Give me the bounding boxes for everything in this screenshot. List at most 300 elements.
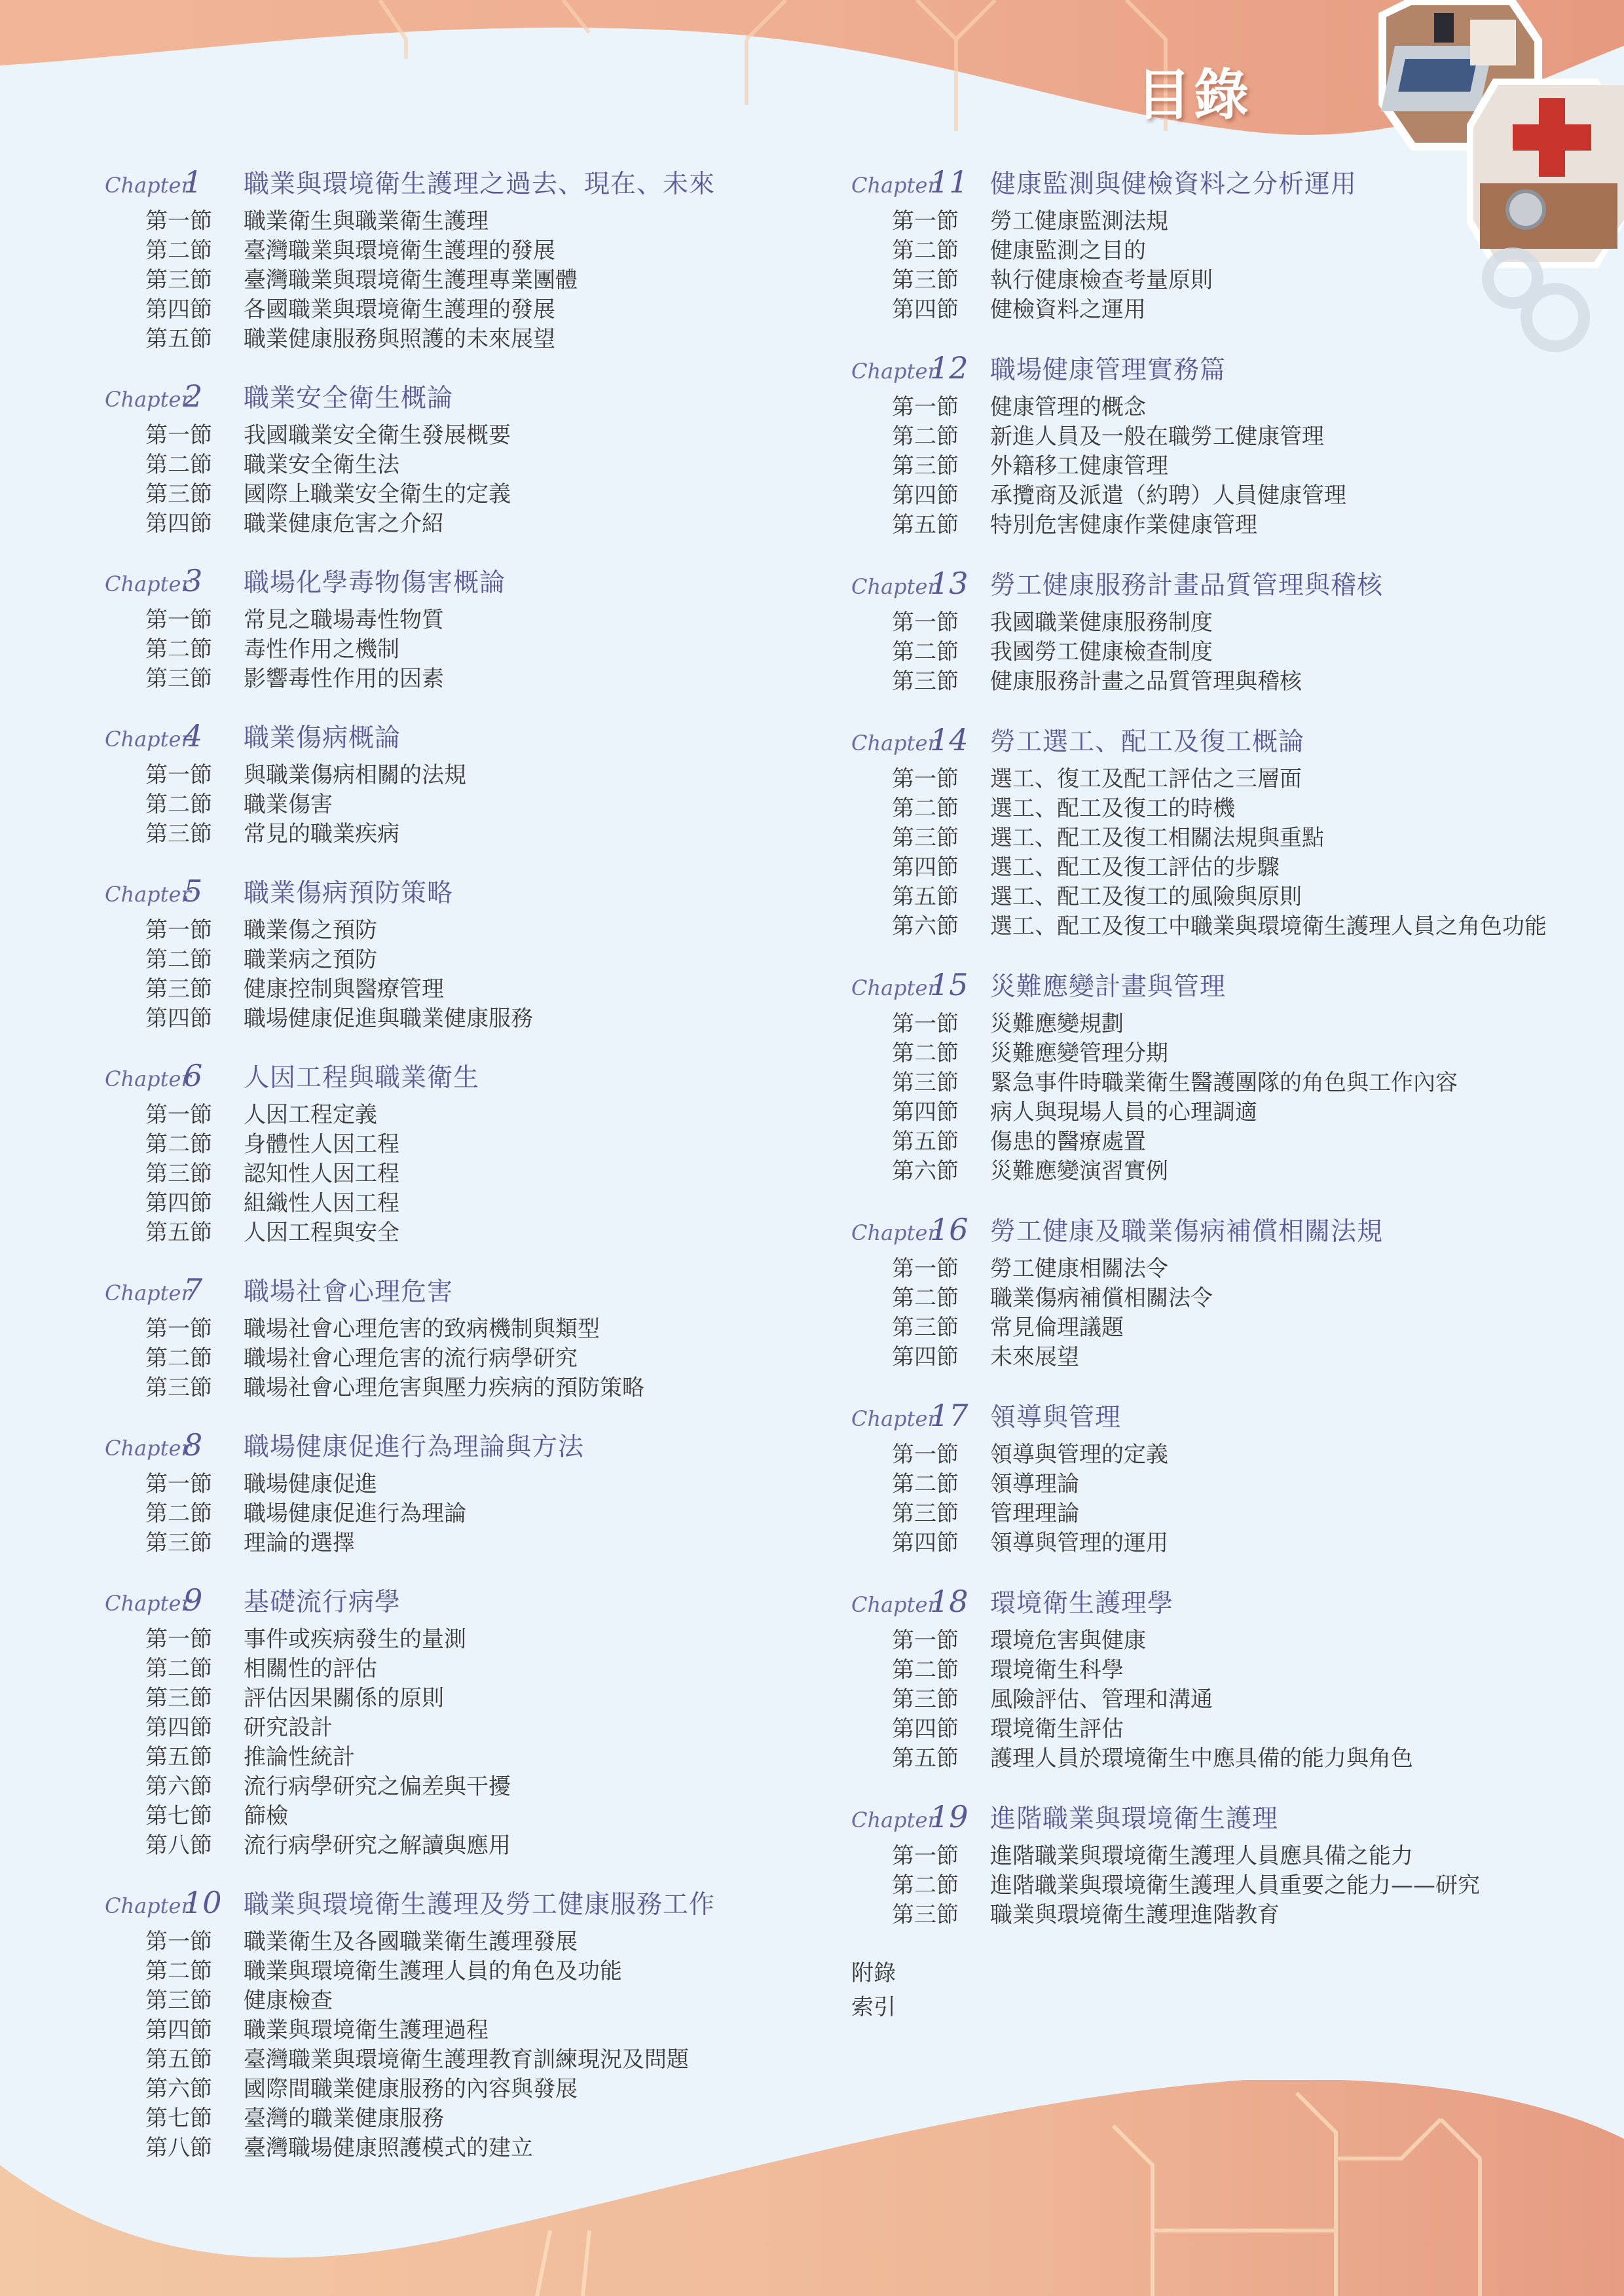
section-title: 選工、復工及配工評估之三層面 (990, 766, 1302, 792)
section-list (105, 1470, 812, 1558)
chapter-number: 6 (183, 1058, 203, 1093)
section-label: 第一節 (145, 1102, 212, 1128)
chapter-number: 19 (930, 1799, 969, 1834)
chapter-heading[interactable] (105, 1057, 812, 1098)
section-label: 第一節 (892, 394, 959, 420)
section-label: 第五節 (892, 1745, 959, 1772)
section-title: 人因工程定義 (244, 1102, 377, 1128)
section-label: 第一節 (145, 917, 212, 943)
section-item[interactable] (892, 1744, 1559, 1774)
section-label: 第三節 (145, 481, 212, 507)
section-list (851, 1842, 1559, 1930)
chapter-title: 職業與環境衛生護理及勞工健康服務工作 (244, 1890, 716, 1920)
chapter-number: 13 (930, 566, 969, 601)
section-item[interactable] (145, 1772, 812, 1802)
section-item[interactable] (145, 325, 812, 354)
section-label: 第二節 (145, 1131, 212, 1157)
section-title: 領導理論 (990, 1471, 1079, 1497)
chapter-word: Chapter (851, 173, 938, 198)
section-title: 臺灣職業與環境衛生護理專業團體 (244, 267, 578, 293)
chapter-heading[interactable] (105, 718, 812, 758)
section-title: 環境衛生評估 (990, 1716, 1124, 1742)
section-item[interactable] (892, 207, 1559, 236)
chapter-word: Chapter (105, 727, 191, 752)
section-item[interactable] (145, 1713, 812, 1743)
section-title: 職場社會心理危害的流行病學研究 (244, 1345, 578, 1372)
section-title: 災難應變管理分期 (990, 1040, 1168, 1066)
section-list (105, 1101, 812, 1248)
chapter-number: 16 (930, 1212, 969, 1247)
section-item[interactable] (145, 1218, 812, 1248)
section-label: 第五節 (145, 2047, 212, 2073)
section-label: 第一節 (145, 607, 212, 633)
chapter-word: Chapter (851, 574, 938, 599)
section-item[interactable] (892, 912, 1559, 941)
section-title: 環境衛生科學 (990, 1657, 1124, 1683)
section-title: 健康檢查 (244, 1988, 333, 2014)
section-label: 第三節 (145, 1161, 212, 1187)
section-title: 臺灣的職業健康服務 (244, 2105, 444, 2132)
section-list (851, 1626, 1559, 1774)
section-item[interactable] (892, 452, 1559, 481)
section-label: 第四節 (892, 297, 959, 323)
section-item[interactable] (145, 450, 812, 480)
section-item[interactable] (145, 295, 812, 325)
section-label: 第二節 (892, 795, 959, 822)
section-title: 影響毒性作用的因素 (244, 666, 444, 692)
section-item[interactable] (145, 1004, 812, 1034)
section-item[interactable] (145, 509, 812, 539)
section-item[interactable] (145, 820, 812, 849)
chapter-word: Chapter (105, 173, 191, 198)
section-item[interactable] (892, 295, 1559, 325)
section-label: 第六節 (145, 2076, 212, 2102)
section-item[interactable] (145, 1470, 812, 1499)
section-item[interactable] (145, 1625, 812, 1654)
section-label: 第三節 (892, 267, 959, 293)
chapter-title: 職業與環境衛生護理之過去、現在、未來 (244, 170, 716, 199)
section-title: 職業與環境衛生護理進階教育 (990, 1902, 1280, 1928)
section-item[interactable] (145, 2016, 812, 2045)
chapter-heading[interactable] (851, 350, 1559, 390)
section-item[interactable] (892, 1343, 1559, 1372)
section-title: 認知性人因工程 (244, 1161, 399, 1187)
section-item[interactable] (145, 266, 812, 295)
section-item[interactable] (892, 667, 1559, 697)
section-label: 第三節 (145, 821, 212, 847)
chapter-word: Chapter (851, 975, 938, 1000)
chapter-title: 勞工健康服務計畫品質管理與稽核 (990, 571, 1384, 600)
section-item[interactable] (892, 1157, 1559, 1186)
section-title: 國際間職業健康服務的內容與發展 (244, 2076, 578, 2102)
section-item[interactable] (892, 511, 1559, 540)
section-title: 職場社會心理危害與壓力疾病的預防策略 (244, 1375, 644, 1401)
section-label: 第三節 (145, 1375, 212, 1401)
chapter-word: Chapter (851, 1592, 938, 1617)
section-title: 研究設計 (244, 1715, 333, 1741)
section-label: 第二節 (892, 1471, 959, 1497)
chapter-2 (105, 378, 812, 539)
section-item[interactable] (892, 824, 1559, 853)
chapter-number: 4 (183, 718, 203, 754)
section-label: 第一節 (145, 422, 212, 448)
chapter-5 (105, 873, 812, 1034)
section-label: 第一節 (892, 1442, 959, 1468)
chapter-title: 勞工選工、配工及復工概論 (990, 727, 1305, 757)
section-item[interactable] (892, 1313, 1559, 1343)
section-title: 新進人員及一般在職勞工健康管理 (990, 424, 1324, 450)
section-item[interactable] (892, 1685, 1559, 1715)
section-label: 第一節 (145, 1626, 212, 1652)
section-title: 職業健康服務與照護的未來展望 (244, 326, 555, 352)
section-title: 選工、配工及復工的時機 (990, 795, 1235, 822)
chapter-title: 職業傷病概論 (244, 723, 401, 753)
section-list (851, 1254, 1559, 1372)
section-title: 選工、配工及復工評估的步驟 (990, 854, 1280, 881)
section-title: 災難應變演習實例 (990, 1158, 1168, 1184)
section-item[interactable] (892, 853, 1559, 883)
section-label: 第五節 (892, 884, 959, 910)
section-item[interactable] (145, 761, 812, 790)
chapter-heading[interactable] (105, 873, 812, 913)
chapter-number: 1 (183, 164, 203, 200)
appendix-link[interactable]: 附錄 (851, 1960, 896, 1986)
section-item[interactable] (145, 790, 812, 820)
section-item[interactable] (892, 1715, 1559, 1744)
section-item[interactable] (145, 1684, 812, 1713)
section-title: 人因工程與安全 (244, 1220, 399, 1246)
section-item[interactable] (892, 1470, 1559, 1499)
section-label: 第三節 (145, 1685, 212, 1711)
chapter-number: 8 (183, 1427, 203, 1463)
section-title: 職業健康危害之介紹 (244, 511, 444, 537)
section-item[interactable] (145, 916, 812, 945)
chapter-word: Chapter (105, 572, 191, 596)
chapter-word: Chapter (105, 882, 191, 907)
section-list (851, 207, 1559, 325)
chapter-title: 健康監測與健檢資料之分析運用 (990, 170, 1357, 199)
section-list (105, 207, 812, 354)
section-item[interactable] (892, 422, 1559, 452)
section-label: 第二節 (892, 639, 959, 665)
section-label: 第一節 (145, 762, 212, 788)
section-label: 第四節 (892, 1344, 959, 1370)
section-label: 第六節 (145, 1774, 212, 1800)
chapter-9 (105, 1582, 812, 1861)
section-title: 選工、配工及復工相關法規與重點 (990, 825, 1324, 851)
section-list (851, 1440, 1559, 1558)
section-item[interactable] (145, 1957, 812, 1986)
section-item[interactable] (892, 481, 1559, 511)
section-item[interactable] (145, 1499, 812, 1529)
section-label: 第二節 (145, 1958, 212, 1984)
section-title: 流行病學研究之解讀與應用 (244, 1832, 511, 1859)
index-link[interactable]: 索引 (851, 1994, 896, 2020)
section-item[interactable] (892, 1901, 1559, 1930)
toc-right-column (851, 164, 1559, 2024)
section-label: 第三節 (145, 267, 212, 293)
section-title: 事件或疾病發生的量測 (244, 1626, 466, 1652)
section-item[interactable] (892, 1871, 1559, 1901)
section-item[interactable] (145, 421, 812, 450)
section-item[interactable] (145, 665, 812, 694)
chapter-heading[interactable] (105, 562, 812, 603)
chapter-title: 勞工健康及職業傷病補償相關法規 (990, 1217, 1384, 1247)
section-title: 健康服務計畫之品質管理與稽核 (990, 668, 1302, 695)
section-label: 第二節 (145, 1345, 212, 1372)
chapter-heading[interactable] (105, 164, 812, 204)
section-item[interactable] (892, 1842, 1559, 1871)
chapter-title: 領導與管理 (990, 1403, 1122, 1432)
section-item[interactable] (145, 236, 812, 266)
section-title: 災難應變規劃 (990, 1011, 1124, 1037)
section-item[interactable] (892, 883, 1559, 912)
section-title: 承攬商及派遣（約聘）人員健康管理 (990, 483, 1346, 509)
section-title: 領導與管理的運用 (990, 1530, 1168, 1556)
section-label: 第四節 (892, 1716, 959, 1742)
section-item[interactable] (145, 2075, 812, 2104)
section-title: 健檢資料之運用 (990, 297, 1146, 323)
section-list (851, 765, 1559, 941)
section-item[interactable] (145, 945, 812, 975)
section-item[interactable] (892, 1440, 1559, 1470)
chapter-heading[interactable] (851, 1583, 1559, 1624)
section-label: 第三節 (145, 976, 212, 1002)
chapter-heading[interactable] (105, 1884, 812, 1925)
chapter-10 (105, 1884, 812, 2163)
section-title: 我國勞工健康檢查制度 (990, 639, 1213, 665)
chapter-17 (851, 1397, 1559, 1558)
section-item[interactable] (892, 1656, 1559, 1685)
section-title: 進階職業與環境衛生護理人員應具備之能力 (990, 1843, 1413, 1869)
section-item[interactable] (145, 1831, 812, 1861)
section-item[interactable] (145, 1374, 812, 1403)
section-title: 理論的選擇 (244, 1530, 355, 1556)
section-title: 健康控制與醫療管理 (244, 976, 444, 1002)
section-list (105, 761, 812, 849)
section-label: 第一節 (145, 1316, 212, 1342)
section-label: 第一節 (892, 1011, 959, 1037)
section-label: 第四節 (892, 1099, 959, 1125)
section-item[interactable] (145, 1159, 812, 1189)
section-item[interactable] (145, 2134, 812, 2163)
section-label: 第一節 (892, 208, 959, 234)
chapter-heading[interactable] (851, 1397, 1559, 1438)
section-title: 臺灣職業與環境衛生護理教育訓練現況及問題 (244, 2047, 689, 2073)
section-item[interactable] (145, 1986, 812, 2016)
section-list (105, 421, 812, 539)
section-item[interactable] (145, 1130, 812, 1159)
section-title: 篩檢 (244, 1803, 288, 1829)
chapter-title: 職業安全衛生概論 (244, 384, 454, 413)
chapter-word: Chapter (851, 731, 938, 756)
section-item[interactable] (892, 638, 1559, 667)
section-title: 職業與環境衛生護理過程 (244, 2017, 489, 2043)
section-item[interactable] (145, 1743, 812, 1772)
section-item[interactable] (145, 1802, 812, 1831)
section-item[interactable] (145, 2045, 812, 2075)
section-label: 第一節 (892, 1256, 959, 1282)
chapter-title: 職場健康促進行為理論與方法 (244, 1432, 585, 1462)
section-title: 常見倫理議題 (990, 1315, 1124, 1341)
section-label: 第一節 (145, 1929, 212, 1955)
section-label: 第三節 (145, 666, 212, 692)
chapter-heading[interactable] (851, 164, 1559, 204)
section-list (105, 606, 812, 694)
back-matter (851, 1956, 1559, 2024)
chapter-heading[interactable] (851, 966, 1559, 1007)
section-item[interactable] (892, 1098, 1559, 1127)
section-label: 第三節 (145, 1530, 212, 1556)
section-label: 第二節 (145, 452, 212, 478)
section-item[interactable] (892, 1254, 1559, 1284)
chapter-16 (851, 1211, 1559, 1372)
section-title: 勞工健康相關法令 (990, 1256, 1168, 1282)
section-label: 第二節 (892, 424, 959, 450)
chapter-heading[interactable] (105, 1427, 812, 1467)
section-label: 第四節 (892, 854, 959, 881)
chapter-title: 人因工程與職業衛生 (244, 1063, 480, 1093)
section-title: 常見之職場毒性物質 (244, 607, 444, 633)
section-item[interactable] (145, 606, 812, 635)
section-item[interactable] (892, 765, 1559, 794)
section-title: 病人與現場人員的心理調適 (990, 1099, 1257, 1125)
chapter-heading[interactable] (105, 1582, 812, 1622)
section-title: 風險評估、管理和溝通 (990, 1686, 1213, 1713)
section-label: 第五節 (145, 1220, 212, 1246)
chapter-number: 11 (930, 164, 969, 200)
section-item[interactable] (145, 1654, 812, 1684)
section-label: 第七節 (145, 2105, 212, 2132)
section-label: 第五節 (145, 326, 212, 352)
section-item[interactable] (892, 236, 1559, 266)
section-item[interactable] (892, 794, 1559, 824)
chapter-14 (851, 721, 1559, 941)
section-item[interactable] (145, 1315, 812, 1344)
chapter-word: Chapter (851, 1406, 938, 1431)
section-label: 第四節 (892, 483, 959, 509)
chapter-heading[interactable] (105, 1271, 812, 1312)
section-list (851, 1010, 1559, 1186)
page-title: 目錄 (1136, 63, 1252, 127)
chapter-3 (105, 562, 812, 694)
chapter-heading[interactable] (851, 1211, 1559, 1252)
section-label: 第三節 (892, 1501, 959, 1527)
chapter-number: 14 (930, 722, 969, 757)
section-item[interactable] (892, 1499, 1559, 1529)
section-label: 第一節 (892, 1628, 959, 1654)
section-item[interactable] (145, 207, 812, 236)
chapter-number: 3 (183, 563, 203, 598)
section-item[interactable] (892, 266, 1559, 295)
chapter-number: 5 (183, 873, 203, 909)
section-title: 身體性人因工程 (244, 1131, 399, 1157)
chapter-number: 15 (930, 967, 969, 1002)
section-label: 第二節 (145, 636, 212, 663)
section-title: 與職業傷病相關的法規 (244, 762, 466, 788)
chapter-heading[interactable] (851, 721, 1559, 762)
chapter-word: Chapter (851, 1808, 938, 1832)
chapter-number: 18 (930, 1584, 969, 1619)
section-item[interactable] (145, 1344, 812, 1374)
chapter-word: Chapter (105, 1893, 191, 1918)
chapter-8 (105, 1427, 812, 1558)
section-item[interactable] (145, 1529, 812, 1558)
section-label: 第三節 (892, 668, 959, 695)
section-item[interactable] (892, 1039, 1559, 1068)
section-item[interactable] (145, 2104, 812, 2134)
section-item[interactable] (145, 1189, 812, 1218)
section-item[interactable] (892, 1127, 1559, 1157)
chapter-heading[interactable] (105, 378, 812, 418)
chapter-title: 職業傷病預防策略 (244, 879, 454, 908)
section-title: 未來展望 (990, 1344, 1079, 1370)
section-item[interactable] (892, 1529, 1559, 1558)
section-item[interactable] (892, 1068, 1559, 1098)
section-list (851, 608, 1559, 697)
section-label: 第三節 (892, 1070, 959, 1096)
section-label: 第二節 (892, 1285, 959, 1311)
section-title: 各國職業與環境衛生護理的發展 (244, 297, 555, 323)
section-item[interactable] (145, 1927, 812, 1957)
section-label: 第一節 (892, 766, 959, 792)
section-title: 領導與管理的定義 (990, 1442, 1168, 1468)
chapter-15 (851, 966, 1559, 1186)
section-title: 選工、配工及復工中職業與環境衛生護理人員之角色功能 (990, 913, 1547, 939)
section-label: 第三節 (145, 1988, 212, 2014)
section-title: 職場社會心理危害的致病機制與類型 (244, 1316, 600, 1342)
section-title: 緊急事件時職業衛生醫護團隊的角色與工作內容 (990, 1070, 1458, 1096)
section-item[interactable] (892, 1626, 1559, 1656)
section-label: 第三節 (892, 1902, 959, 1928)
chapter-word: Chapter (105, 1066, 191, 1091)
section-item[interactable] (145, 1101, 812, 1130)
chapter-6 (105, 1057, 812, 1248)
section-title: 健康監測之目的 (990, 238, 1146, 264)
section-item[interactable] (145, 480, 812, 509)
section-title: 臺灣職場健康照護模式的建立 (244, 2135, 533, 2161)
chapter-title: 環境衛生護理學 (990, 1589, 1174, 1618)
section-item[interactable] (892, 393, 1559, 422)
section-title: 評估因果關係的原則 (244, 1685, 444, 1711)
section-item[interactable] (892, 608, 1559, 638)
chapter-heading[interactable] (851, 565, 1559, 606)
section-label: 第二節 (145, 947, 212, 973)
chapter-19 (851, 1798, 1559, 1930)
chapter-4 (105, 718, 812, 849)
section-item[interactable] (145, 635, 812, 665)
section-item[interactable] (145, 975, 812, 1004)
section-title: 職業衛生及各國職業衛生護理發展 (244, 1929, 578, 1955)
section-title: 流行病學研究之偏差與干擾 (244, 1774, 511, 1800)
chapter-heading[interactable] (851, 1798, 1559, 1839)
section-label: 第四節 (145, 297, 212, 323)
section-label: 第二節 (892, 238, 959, 264)
chapter-12 (851, 350, 1559, 540)
section-label: 第六節 (892, 1158, 959, 1184)
chapter-number: 12 (930, 350, 969, 386)
chapter-word: Chapter (105, 1281, 191, 1305)
section-label: 第二節 (145, 792, 212, 818)
chapter-word: Chapter (105, 1591, 191, 1616)
section-item[interactable] (892, 1010, 1559, 1039)
chapter-7 (105, 1271, 812, 1403)
section-item[interactable] (892, 1284, 1559, 1313)
section-title: 護理人員於環境衛生中應具備的能力與角色 (990, 1745, 1413, 1772)
section-title: 管理理論 (990, 1501, 1079, 1527)
chapter-number: 7 (183, 1272, 203, 1307)
section-title: 選工、配工及復工的風險與原則 (990, 884, 1302, 910)
